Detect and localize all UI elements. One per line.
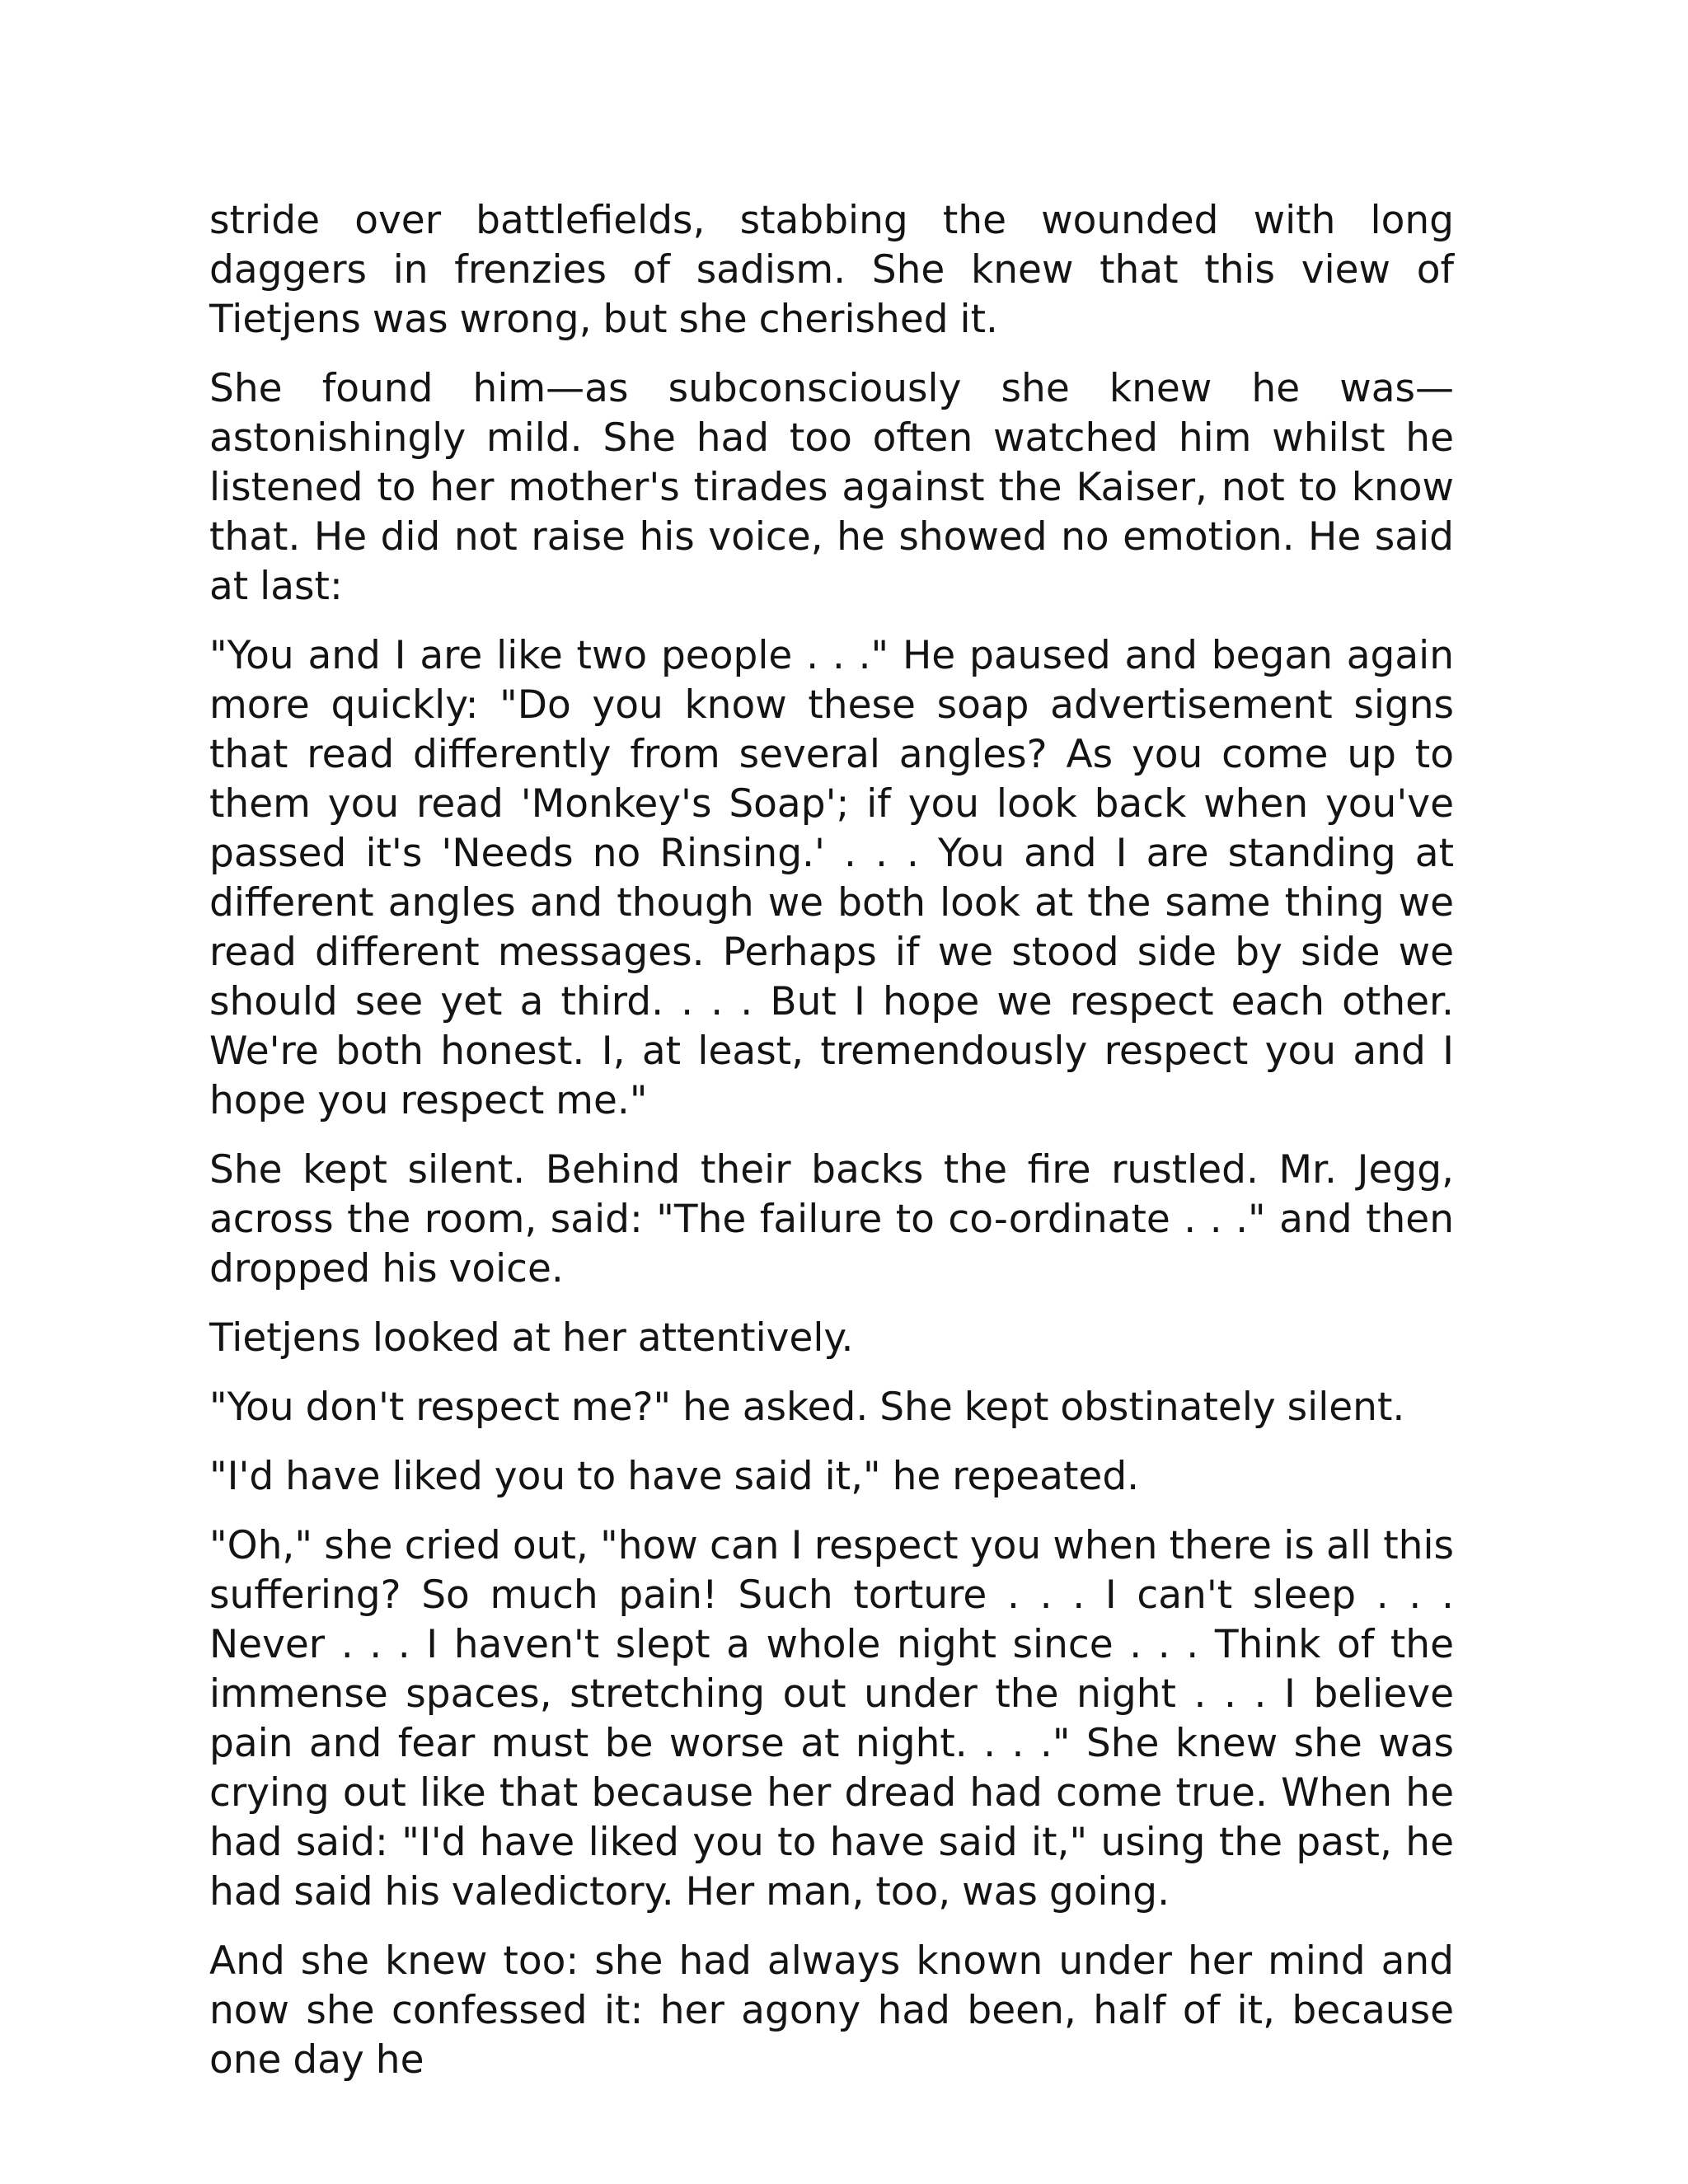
paragraph-4: She kept silent. Behind their backs the fire rustled. Mr. Jegg, across the room, said: "The failure to co-ordinate . . ." and then dropped his voice. (209, 1147, 1454, 1291)
paragraph-6: "You don't respect me?" he asked. She kept obstinately silent. (209, 1385, 1405, 1430)
paragraph-5: Tietjens looked at her attentively. (209, 1315, 854, 1361)
paragraph-2: She found him—as subconsciously she knew he was—astonishingly mild. She had too often watched him whilst he listened to her mother's tirades against the Kaiser, not to know that. He did not raise his voice, he showed no emotion. He said at last: (209, 366, 1454, 609)
book-page (209, 196, 1454, 2105)
paragraph-1: stride over battlefields, stabbing the wounded with long daggers in frenzies of sadism. She knew that this view of Tietjens was wrong, but she cherished it. (209, 198, 1454, 342)
paragraph-7: "I'd have liked you to have said it," he repeated. (209, 1454, 1140, 1499)
paragraph-8: "Oh," she cried out, "how can I respect you when there is all this suffering? So much pain! Such torture . . . I can't sleep . . . Never . . . I haven't slept a whole night since . . . Think of the immense spaces, stretching out under the night . . . I believe pain and fear must be worse at night. . . ." She knew she was crying out like that because her dread had come true. When he had said: "I'd have liked you to have said it," using the past, he had said his valedictory. Her man, too, was going. (209, 1523, 1454, 1915)
paragraph-9: And she knew too: she had always known under her mind and now she confessed it: her agony had been, half of it, because one day he (209, 1938, 1454, 2083)
paragraph-3: "You and I are like two people . . ." He paused and began again more quickly: "Do you know these soap advertisement signs that read differently from several angles? As you come up to them you read 'Monkey's Soap'; if you look back when you've passed it's 'Needs no Rinsing.' . . . You and I are standing at different angles and though we both look at the same thing we read different messages. Perhaps if we stood side by side we should see yet a third. . . . But I hope we respect each other. We're both honest. I, at least, tremendously respect you and I hope you respect me." (209, 633, 1454, 1123)
